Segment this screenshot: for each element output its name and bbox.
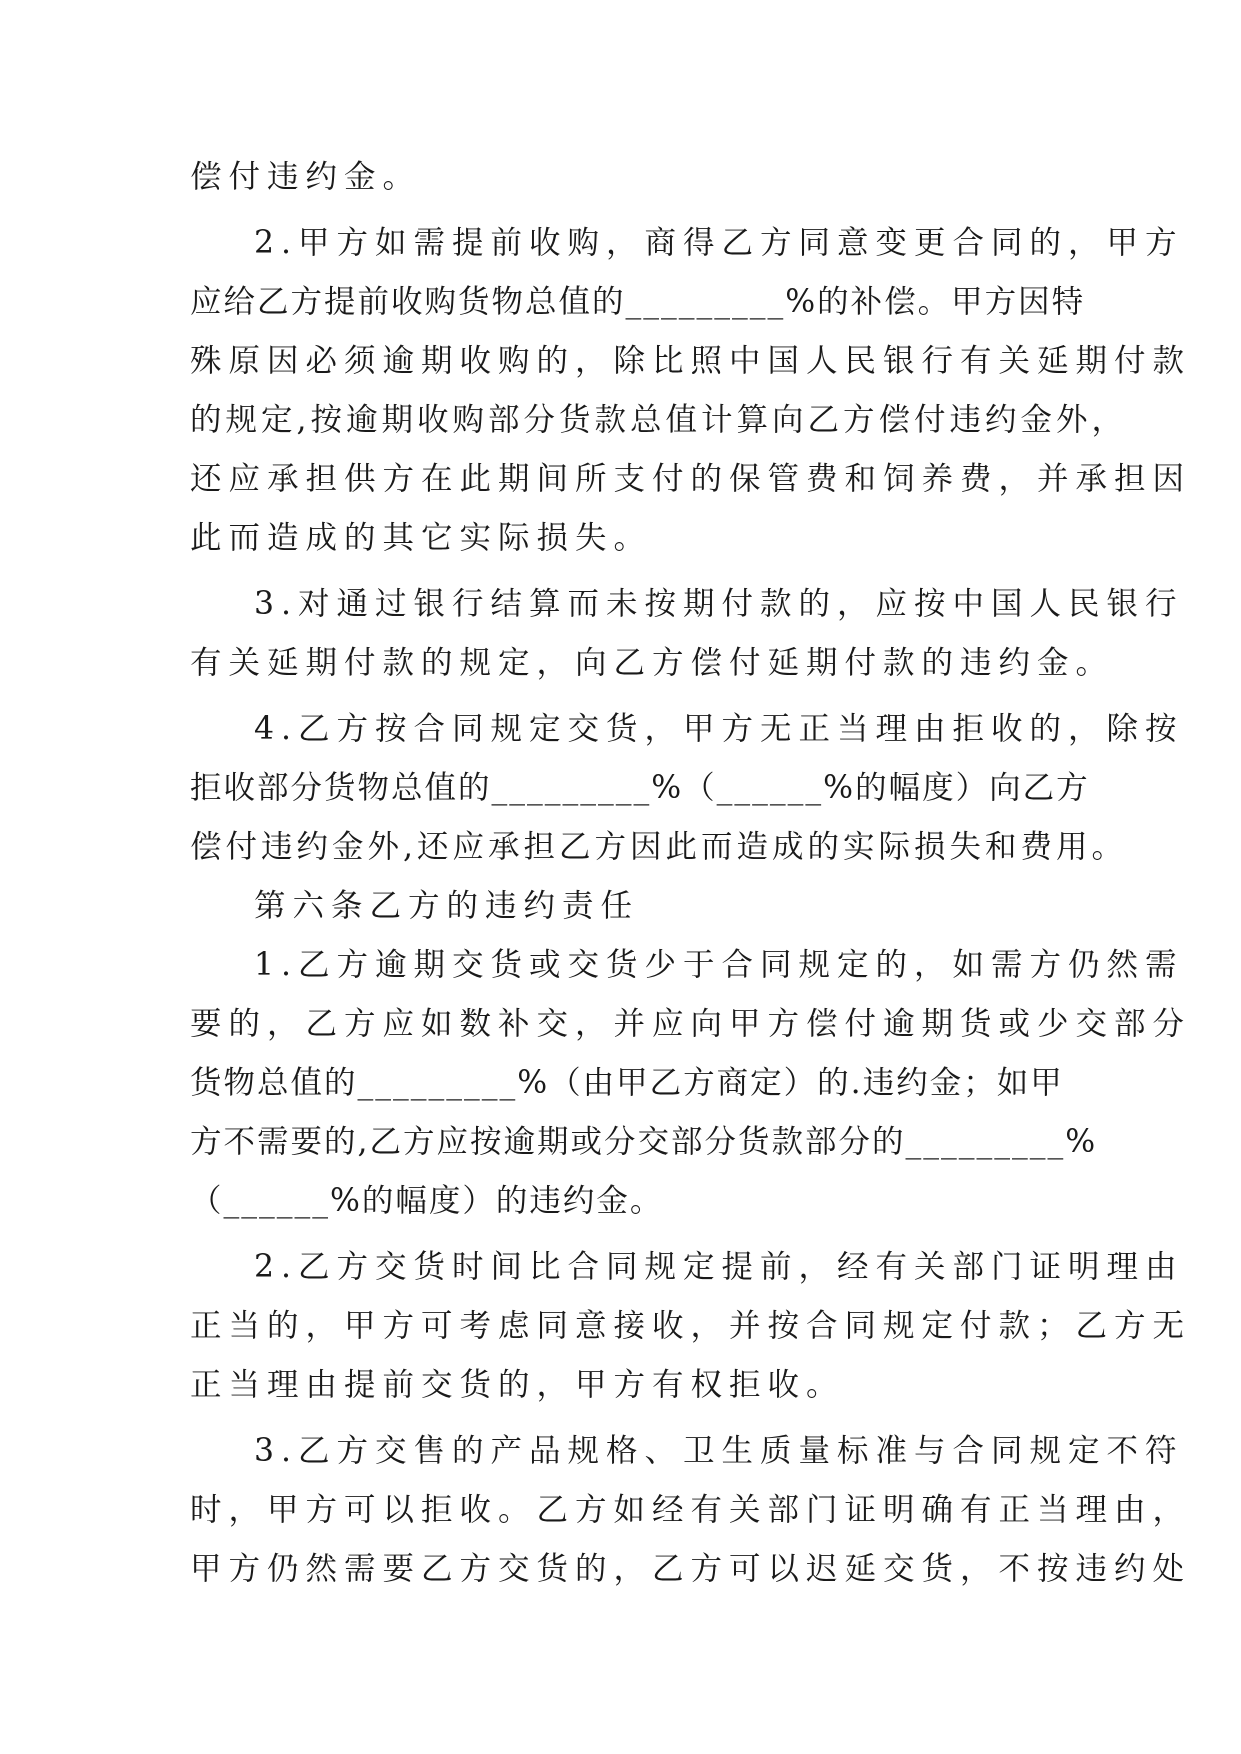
article-6-clause-1-line-1: 1.乙方逾期交货或交货少于合同规定的，如需方仍然需: [254, 947, 1184, 983]
text-line: 方不需要的,乙方应按逾期或分交部分货款部分的_________%: [190, 1124, 1098, 1160]
article-6-heading: 第六条乙方的违约责任: [254, 888, 640, 924]
article-6-clause-3-line-1: 3.乙方交售的产品规格、卫生质量标准与合同规定不符: [254, 1433, 1184, 1469]
clause-4-line-1: 4.乙方按合同规定交货，甲方无正当理由拒收的，除按: [254, 711, 1184, 747]
text-line: 要的，乙方应如数补交，并应向甲方偿付逾期货或少交部分: [190, 1006, 1192, 1042]
text-line: 还应承担供方在此期间所支付的保管费和饲养费，并承担因: [190, 461, 1192, 497]
text-line: 偿付违约金。: [190, 159, 422, 195]
clause-2-line-1: 2.甲方如需提前收购，商得乙方同意变更合同的，甲方: [254, 225, 1184, 261]
document-body: [190, 148, 1192, 1599]
text-line: 甲方仍然需要乙方交货的，乙方可以迟延交货，不按违约处: [190, 1551, 1192, 1587]
text-line: 有关延期付款的规定，向乙方偿付延期付款的违约金。: [190, 645, 1115, 681]
text-line: 偿付违约金外,还应承担乙方因此而造成的实际损失和费用。: [190, 829, 1128, 865]
text-line: 正当的，甲方可考虑同意接收，并按合同规定付款；乙方无: [190, 1308, 1192, 1344]
text-line: 货物总值的_________%（由甲乙方商定）的.违约金；如甲: [190, 1065, 1064, 1101]
text-line: 正当理由提前交货的，甲方有权拒收。: [190, 1367, 845, 1403]
text-line: （______%的幅度）的违约金。: [190, 1183, 664, 1219]
text-line: 时，甲方可以拒收。乙方如经有关部门证明确有正当理由，: [190, 1492, 1192, 1528]
text-line: 此而造成的其它实际损失。: [190, 520, 653, 556]
text-line: 殊原因必须逾期收购的，除比照中国人民银行有关延期付款: [190, 343, 1192, 379]
article-6-clause-2-line-1: 2.乙方交货时间比合同规定提前，经有关部门证明理由: [254, 1249, 1184, 1285]
text-line: 的规定,按逾期收购部分货款总值计算向乙方偿付违约金外，: [190, 402, 1128, 438]
clause-3-line-1: 3.对通过银行结算而未按期付款的，应按中国人民银行: [254, 586, 1184, 622]
text-line: 拒收部分货物总值的_________%（______%的幅度）向乙方: [190, 770, 1090, 806]
text-line: 应给乙方提前收购货物总值的_________%的补偿。甲方因特: [190, 284, 1086, 320]
